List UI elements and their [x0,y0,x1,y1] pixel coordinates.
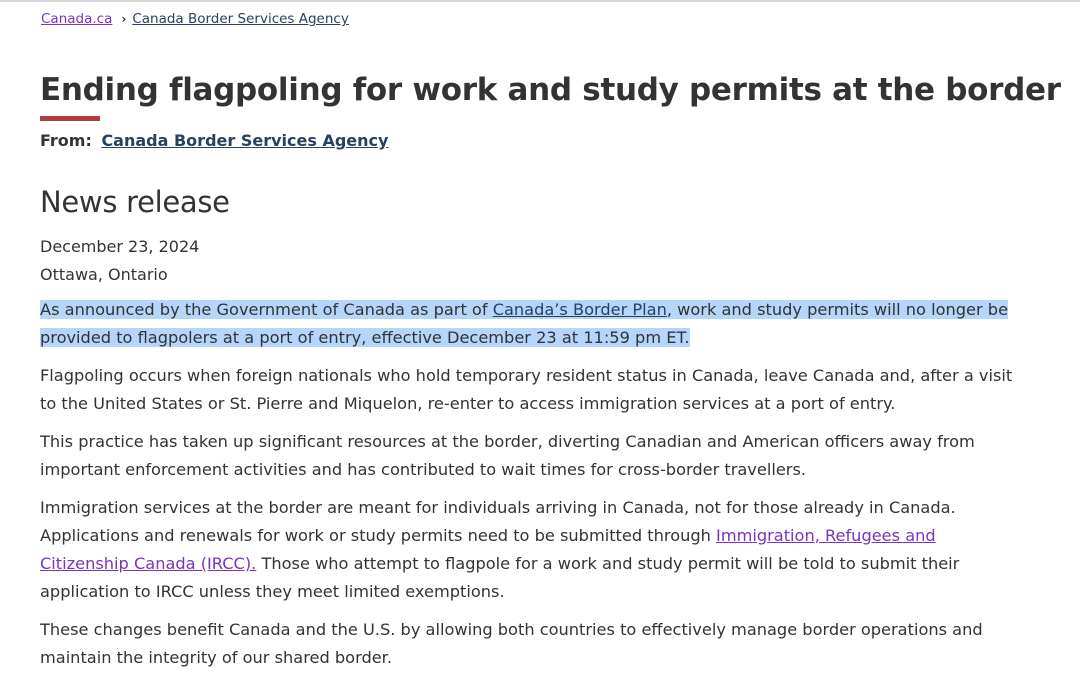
breadcrumb-agency-link[interactable]: Canada Border Services Agency [132,11,349,27]
selected-text [40,300,1008,347]
paragraph-2: Flagpoling occurs when foreign nationals who hold temporary resident status in Canada, leave Canada and, after a visit to the United States or St. Pierre and Miquelon, re-enter to access immigration services at a port of entry. [40,366,1013,413]
news-body [40,296,1020,682]
breadcrumb [41,11,349,27]
p4-text-before: Immigration services at the border are meant for individuals arriving in Canada, not for those already in Canada. Applications and renewals for work or study permits need to be submitted through [40,498,956,545]
p1-text-after: , work and study permits will no longer be provided to flagpolers at a port of entry, effective December 23 at 11:59 pm ET. [40,300,1009,347]
from-agency-link[interactable]: Canada Border Services Agency [101,131,389,150]
page-title: Ending flagpoling for work and study permits at the border [40,72,1061,108]
dateline [40,233,199,289]
border-plan-link[interactable]: Canada’s Border Plan [492,300,667,319]
p1-text-before: As announced by the Government of Canada as part of [40,300,493,319]
chevron-right-icon: › [121,12,127,26]
section-heading: News release [40,185,230,219]
top-divider [0,0,1080,2]
paragraph-3: This practice has taken up significant resources at the border, diverting Canadian and American officers away from important enforcement activities and has contributed to wait times for cross-border travellers. [40,432,975,479]
p4-text-after: Those who attempt to flagpole for a work and study permit will be told to submit their application to IRCC unless they meet limited exemptions. [40,554,960,601]
title-accent-bar [40,116,100,121]
release-date: December 23, 2024 [40,237,200,256]
paragraph-1 [40,296,1020,352]
paragraph-4 [40,494,1020,606]
release-location: Ottawa, Ontario [40,265,168,284]
from-line [40,131,388,150]
breadcrumb-home-link[interactable]: Canada.ca [41,11,113,27]
from-label: From: [40,131,92,150]
paragraph-5: These changes benefit Canada and the U.S. by allowing both countries to effectively manage border operations and maintain the integrity of our shared border. [40,620,983,667]
ircc-link[interactable]: Immigration, Refugees and Citizenship Canada (IRCC). [40,526,936,573]
